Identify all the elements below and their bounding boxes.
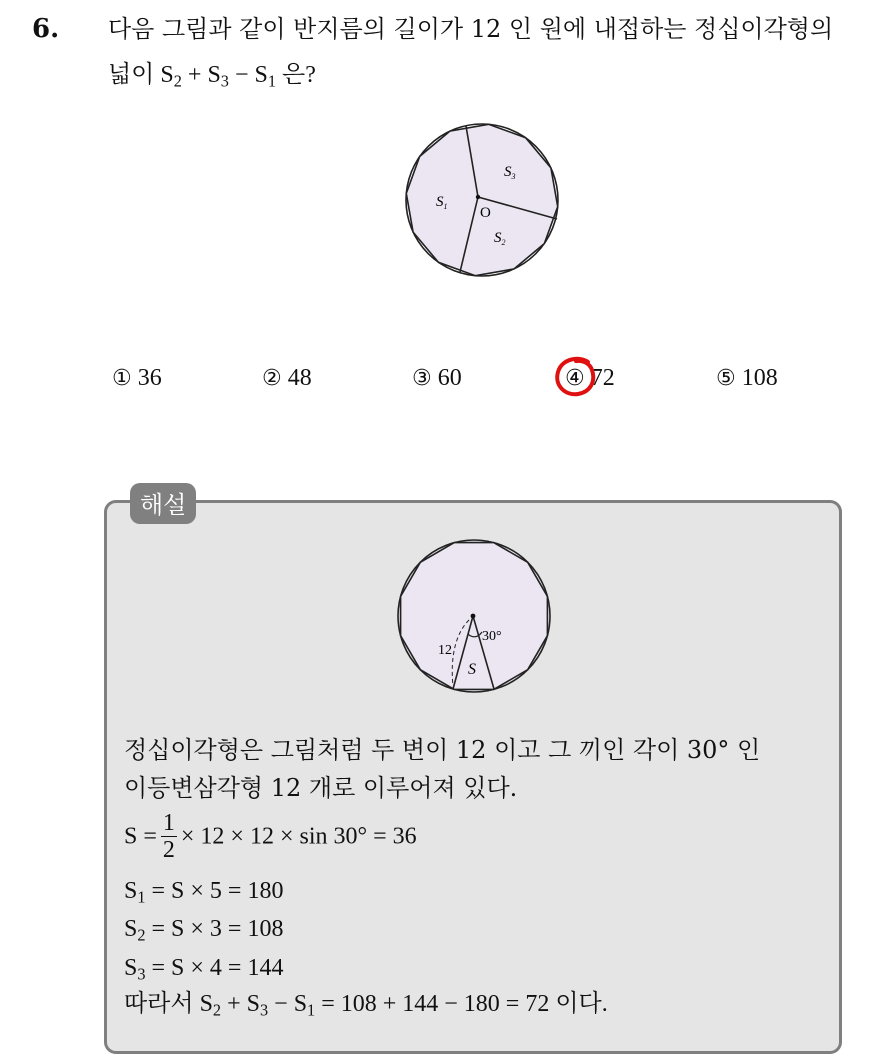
question-text-line2: 넓이 $S_2 + S_3 - S_1$ 은? [108,62,316,91]
center-point [476,195,480,199]
choice-1[interactable] [112,365,162,392]
region-label-s3: $S_3$ [504,164,516,181]
solution-eq-s1: $S_1 = S \times 5 = 180$ [124,878,284,907]
choice-value: 72 [590,365,615,391]
fraction-one-half: $\frac{1}{2}$ [162,810,175,863]
answer-circle-mark [550,354,604,402]
choice-5[interactable] [716,365,778,392]
solution-tag: 해설 [130,483,196,524]
center-point [471,614,476,619]
solution-eq-s3: $S_3 = S \times 4 = 144$ [124,955,284,984]
region-label-s2: $S_2$ [494,230,506,247]
choice-mark: ③ [412,366,432,391]
side-length-label: 12 [438,643,452,658]
solution-eq-s: S = $\frac{1}{2}$ × 12 × 12 × sin 30° = 36 [124,810,417,863]
choice-value: 60 [437,365,462,391]
figure-dodecagon-regions [400,118,564,282]
choice-mark: ④ [565,366,585,391]
choice-mark: ① [112,366,132,391]
solution-final: 따라서 $S_2 + S_3 - S_1 = 108 + 144 - 180 = 72$ 이다. [124,991,608,1020]
choice-value: 48 [287,365,312,391]
figure-solution-triangle [396,538,556,698]
choice-value: 108 [741,365,778,391]
choice-2[interactable] [262,365,312,392]
question-text-line1: 다음 그림과 같이 반지름의 길이가 12 인 원에 내접하는 정십이각형의 [108,15,834,43]
question-number: 6. [32,14,60,44]
angle-label: 30° [482,629,502,644]
choice-3[interactable] [412,365,462,392]
choice-value: 36 [137,365,162,391]
solution-eq-s2: $S_2 = S \times 3 = 108$ [124,916,284,945]
center-label: O [480,205,491,221]
solution-text-line2: 이등변삼각형 12 개로 이루어져 있다. [124,774,518,802]
region-label-s1: $S_1$ [436,194,448,211]
choice-mark: ⑤ [716,366,736,391]
solution-text-line1: 정십이각형은 그림처럼 두 변이 12 이고 그 끼인 각이 30° 인 [124,736,761,764]
triangle-label: S [468,661,476,678]
dodecagon-outline [406,124,557,275]
choice-mark: ② [262,366,282,391]
